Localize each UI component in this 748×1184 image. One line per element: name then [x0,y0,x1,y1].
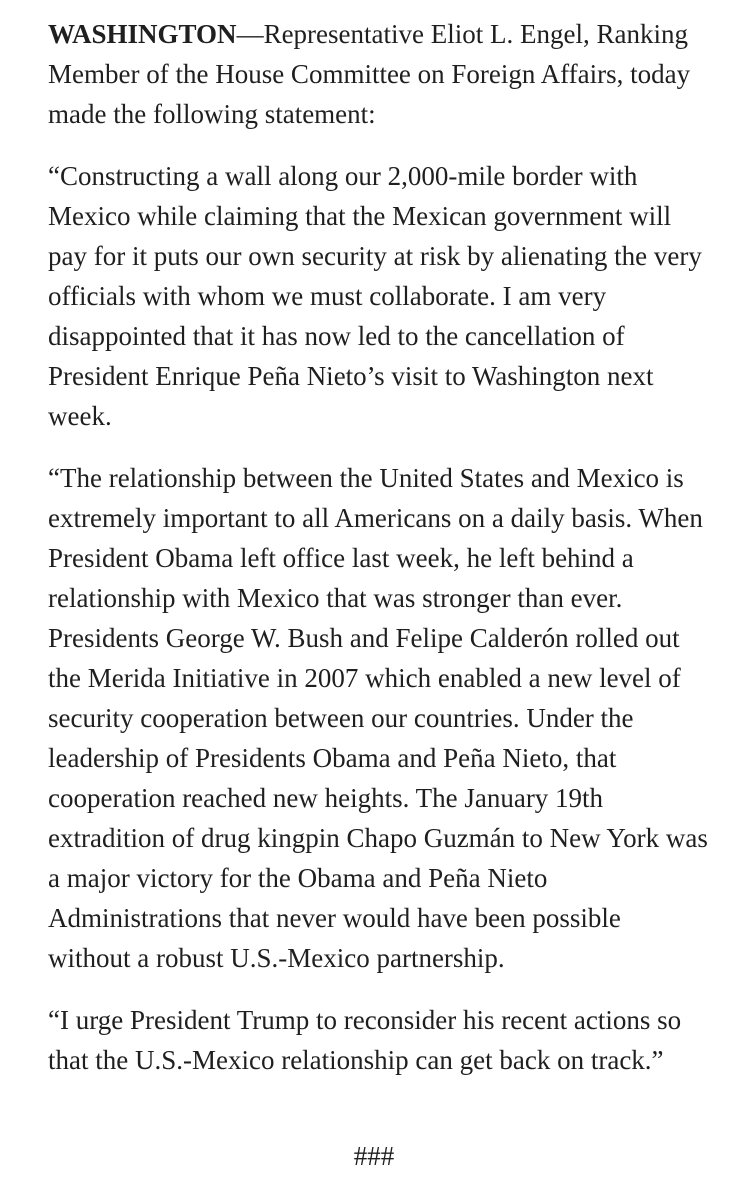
dateline: WASHINGTON [48,19,237,49]
statement-paragraph-1: “Constructing a wall along our 2,000-mile border with Mexico while claiming that the Mexican government will pay for it puts our own security at risk by alienating the very officials with whom we must collaborate. I am very disappointed that it has now led to the cancellation of President Enrique Peña Nieto’s visit to Washington next week. [48,161,702,431]
statement-paragraph-2: “The relationship between the United States and Mexico is extremely important to all Americans on a daily basis. When President Obama left office last week, he left behind a relationship with Mexico that was stronger than ever. Presidents George W. Bush and Felipe Calderón rolled out the Merida Initiative in 2007 which enabled a new level of security cooperation between our countries. Under the leadership of Presidents Obama and Peña Nieto, that cooperation reached new heights. The January 19th extradition of drug kingpin Chapo Guzmán to New York was a major victory for the Obama and Peña Nieto Administrations that never would have been possible without a robust U.S.-Mexico partnership. [48,463,708,973]
intro-paragraph [48,14,708,134]
statement-paragraph-3: “I urge President Trump to reconsider his recent actions so that the U.S.-Mexico relationship can get back on track.” [48,1005,682,1075]
intro-text: —Representative Eliot L. Engel, Ranking Member of the House Committee on Foreign Affairs, today made the following statement: [48,19,691,129]
end-mark: ### [353,1141,395,1171]
press-statement [48,14,708,1102]
